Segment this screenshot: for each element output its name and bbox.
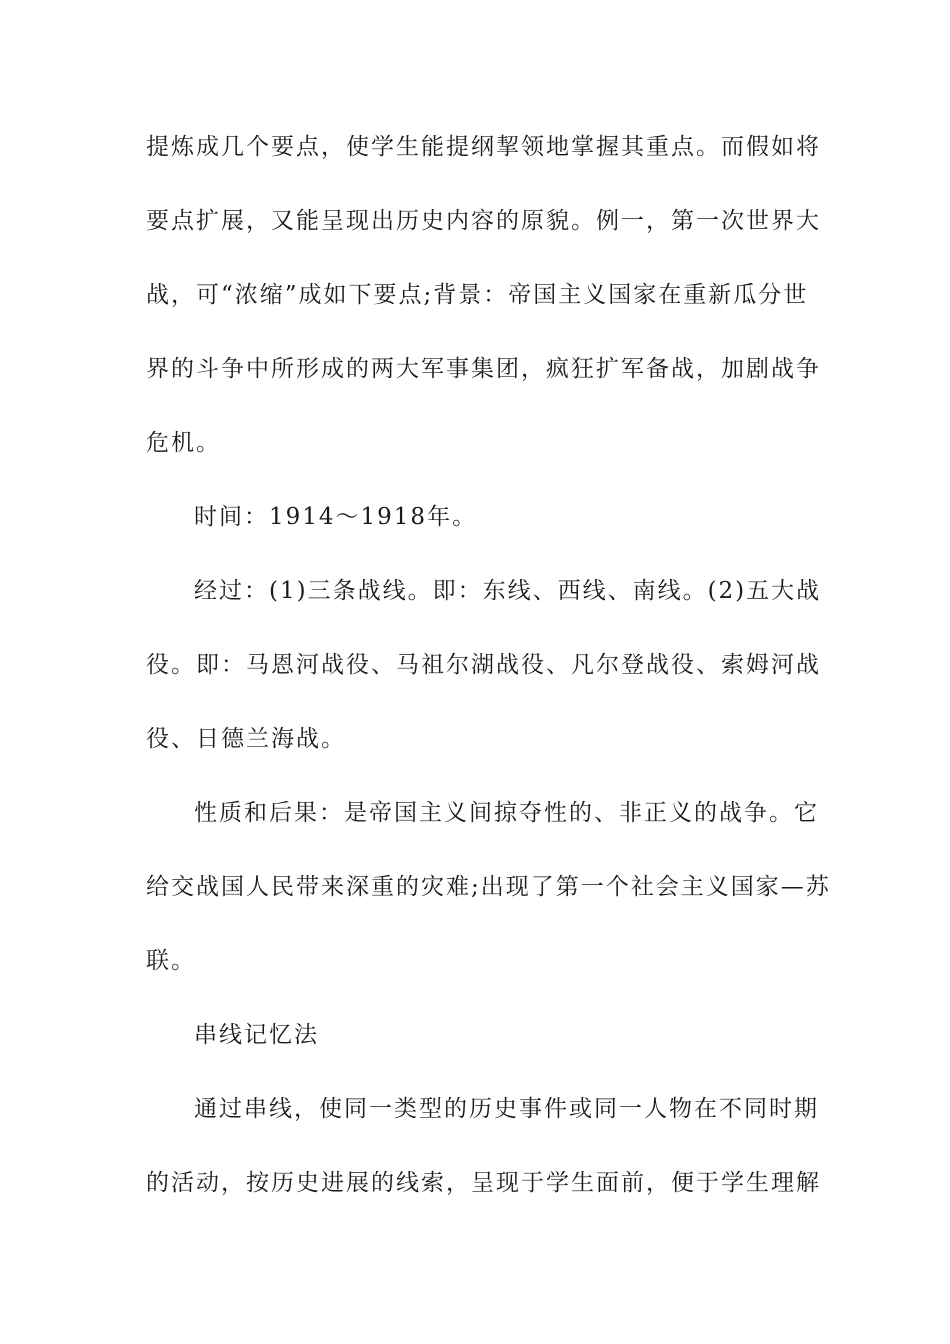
nature-consequence-line: 性质和后果：是帝国主义间掠夺性的、非正义的战争。它: [194, 800, 819, 826]
paragraph-line: 的活动，按历史进展的线索，呈现于学生面前，便于学生理解: [146, 1170, 821, 1196]
paragraph-line: 役、日德兰海战。: [146, 726, 346, 752]
paragraph-line: 要点扩展，又能呈现出历史内容的原貌。例一，第一次世界大: [146, 208, 821, 234]
paragraph-line: 提炼成几个要点，使学生能提纲挈领地掌握其重点。而假如将: [146, 134, 821, 160]
paragraph-line: 界的斗争中所形成的两大军事集团，疯狂扩军备战，加剧战争: [146, 356, 821, 382]
paragraph-line: 危机。: [146, 430, 221, 456]
paragraph-line: 给交战国人民带来深重的灾难;出现了第一个社会主义国家—苏: [146, 874, 831, 900]
section-heading: 串线记忆法: [194, 1022, 319, 1048]
process-line: 经过：(1)三条战线。即：东线、西线、南线。(2)五大战: [194, 578, 822, 604]
paragraph-line: 役。即：马恩河战役、马祖尔湖战役、凡尔登战役、索姆河战: [146, 652, 821, 678]
paragraph-line: 战，可“浓缩”成如下要点;背景：帝国主义国家在重新瓜分世: [146, 282, 809, 308]
time-line: 时间：1914～1918年。: [194, 504, 478, 530]
paragraph-line: 联。: [146, 948, 196, 974]
paragraph-line: 通过串线，使同一类型的历史事件或同一人物在不同时期: [194, 1096, 819, 1122]
document-body: [146, 110, 831, 1220]
